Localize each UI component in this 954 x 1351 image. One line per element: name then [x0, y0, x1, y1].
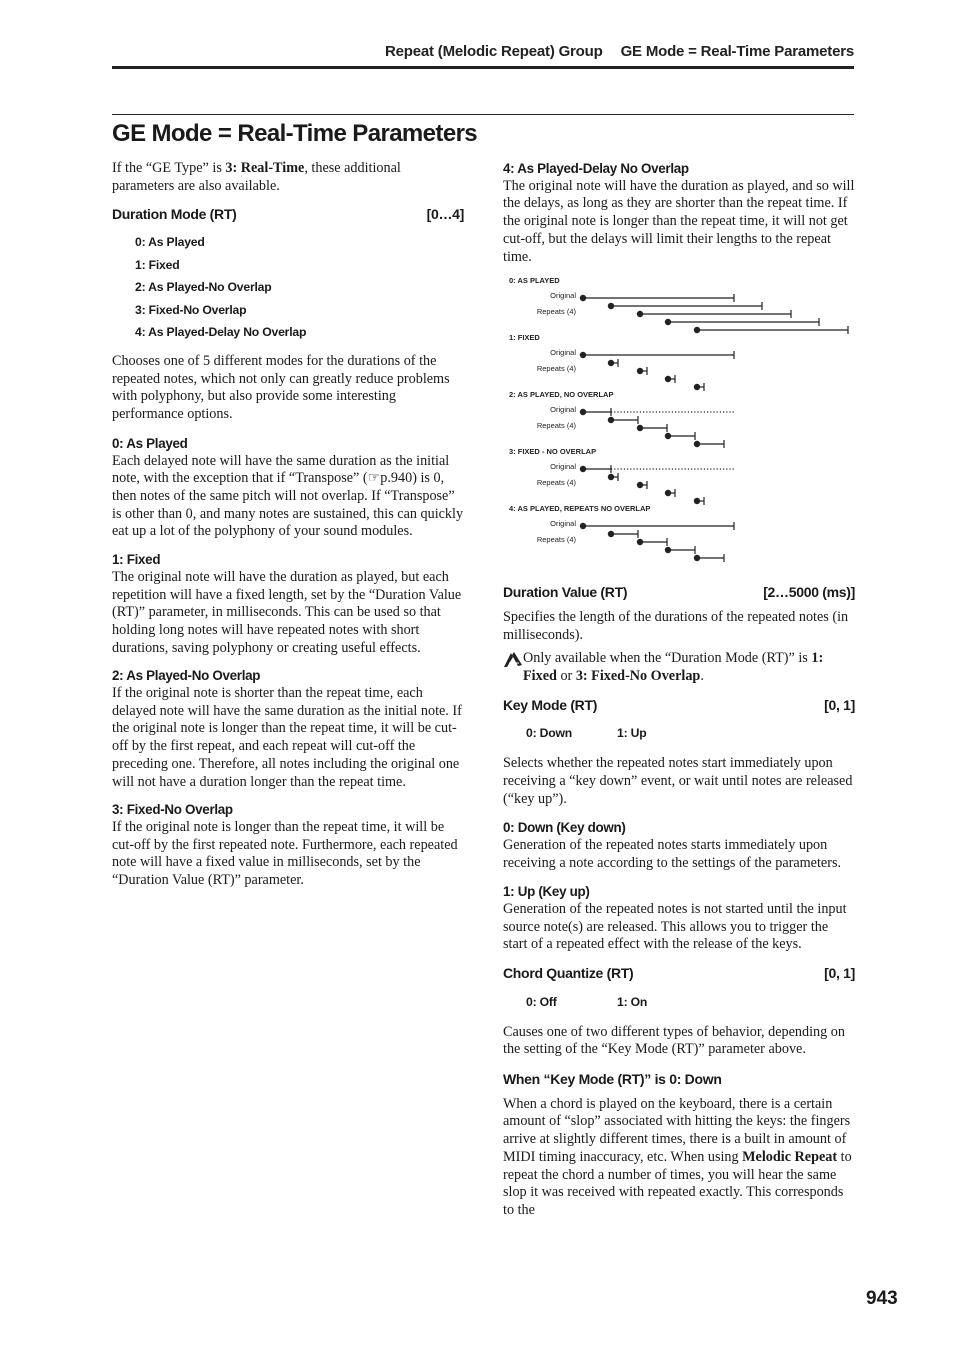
fixed-body: The original note will have the duration as played, but each repetition will have a fixed length, set by the “Duration Value (RT)” parameter, in milliseconds. This can be used so that holding long notes will have repeated notes with short durations, saving polyphony or creating useful effects.	[112, 568, 462, 656]
option-item: 0: Down	[526, 726, 572, 741]
diagram-panel-title: 4: AS PLAYED, REPEATS NO OVERLAP	[509, 504, 651, 514]
option-item: 2: As Played-No Overlap	[135, 280, 272, 295]
diagram-original-label: Original	[550, 519, 576, 529]
duration-value-range: [2…5000 (ms)]	[763, 584, 855, 601]
duration-value-label: Duration Value (RT)	[503, 584, 628, 601]
delay-no-overlap-heading: 4: As Played-Delay No Overlap	[503, 161, 689, 176]
duration-mode-options	[112, 231, 464, 344]
note-start-dot	[665, 547, 671, 553]
option-item: 3: Fixed-No Overlap	[135, 302, 247, 317]
note-start-dot	[694, 384, 700, 390]
diagram-panel-title: 3: FIXED - NO OVERLAP	[509, 447, 597, 457]
chord-quantize-heading	[503, 965, 855, 983]
page-number: 943	[866, 1288, 898, 1309]
key-mode-heading	[503, 697, 855, 715]
duration-mode-diagram	[503, 272, 855, 572]
header-rule	[112, 66, 854, 69]
duration-value-heading	[503, 584, 855, 602]
key-up-body: Generation of the repeated notes is not started until the input source note(s) are released. This allows you to trigger the start of a repeated effect with the release of the keys.	[503, 901, 847, 953]
note-start-dot	[694, 498, 700, 504]
page-title: GE Mode = Real-Time Parameters	[112, 120, 478, 147]
note-start-dot	[665, 376, 671, 382]
ge-type-value: 3: Real-Time	[225, 160, 305, 176]
note-start-dot	[580, 466, 586, 472]
diagram-repeats-label: Repeats (4)	[536, 478, 576, 488]
key-mode-label: Key Mode (RT)	[503, 696, 598, 713]
note-start-dot	[694, 555, 700, 561]
as-played-heading: 0: As Played	[112, 435, 188, 451]
delay-no-overlap-body: The original note will have the duration as played, and so will the delays, as long as they are shorter than the repeat time. If the original note is longer than the repeat time, it will not get cut-off, but the delays will limit their lengths to the repeat time.	[503, 177, 855, 265]
diagram-panel-title: 0: AS PLAYED	[509, 276, 560, 286]
option-item: 4: As Played-Delay No Overlap	[135, 325, 307, 340]
note-start-dot	[637, 311, 643, 317]
duration-mode-description: Chooses one of 5 different modes for the durations of the repeated notes, which not only can greatly reduce problems with polyphony, but also provide some interesting performance options.	[112, 353, 450, 423]
diagram-original-label: Original	[550, 405, 576, 415]
duration-value-note	[503, 650, 855, 685]
note-start-dot	[637, 368, 643, 374]
option-item: 1: On	[617, 994, 648, 1009]
key-down-body: Generation of the repeated notes starts immediately upon receiving a note according to the settings of the parameters.	[503, 836, 842, 871]
note-start-dot	[608, 360, 614, 366]
intro-paragraph: If the “GE Type” is 3: Real-Time, these additional parameters are also available.	[112, 160, 401, 194]
fixed-no-overlap-body: If the original note is longer than the repeat time, it will be cut-off by the first repeated note. Furthermore, each repeated note will have a fixed value in milliseconds, set by the “Duration Value (RT)” parameter.	[112, 818, 458, 889]
note-start-dot	[665, 433, 671, 439]
note-start-dot	[608, 474, 614, 480]
key-mode-description: Selects whether the repeated notes start immediately upon receiving a “key down” event, or wait until notes are released (“key up”).	[503, 755, 853, 807]
as-played-body: Each delayed note will have the same duration as the initial note, with the exception that if “Transpose” (☞p.940) is 0, then notes of the same pitch will not overlap. If “Transpose” is other than 0, and many notes are sustained, this can quickly eat up a lot of the polyphony of your sound modules.	[112, 452, 464, 540]
note-start-dot	[637, 425, 643, 431]
note-start-dot	[608, 303, 614, 309]
right-column	[503, 160, 855, 1220]
note-start-dot	[694, 327, 700, 333]
key-down-heading: 0: Down (Key down)	[503, 820, 626, 836]
caution-pencil-icon	[503, 651, 523, 668]
diagram-panel-title: 1: FIXED	[509, 333, 540, 343]
key-mode-range: [0, 1]	[824, 696, 855, 713]
duration-mode-heading	[112, 206, 464, 224]
duration-mode-label: Duration Mode (RT)	[112, 206, 237, 223]
left-column	[112, 160, 464, 890]
note-start-dot	[580, 295, 586, 301]
diagram-repeats-label: Repeats (4)	[536, 364, 576, 374]
diagram-original-label: Original	[550, 462, 576, 472]
duration-value-description: Specifies the length of the durations of the repeated notes (in milliseconds).	[503, 608, 849, 643]
header-subsection: GE Mode = Real-Time Parameters	[620, 43, 854, 60]
note-start-dot	[665, 490, 671, 496]
header-section: Repeat (Melodic Repeat) Group	[385, 43, 603, 60]
chord-quantize-description: Causes one of two different types of behavior, depending on the setting of the “Key Mode (RT)” parameter above.	[503, 1023, 845, 1058]
diagram-repeats-label: Repeats (4)	[536, 421, 576, 431]
diagram-original-label: Original	[550, 291, 576, 301]
note-start-dot	[580, 409, 586, 415]
as-played-no-overlap-body: If the original note is shorter than the repeat time, each delayed note will have the same duration as the initial note. If the original note is longer than the repeat time, it will be cut-off by the first repeat, and each repeat will cut-off the preceding one. Therefore, all notes including the original one will not have a duration longer than the repeat time.	[112, 685, 462, 790]
note-start-dot	[637, 539, 643, 545]
chord-quantize-label: Chord Quantize (RT)	[503, 965, 634, 982]
note-start-dot	[608, 531, 614, 537]
note-start-dot	[694, 441, 700, 447]
running-head	[385, 43, 854, 60]
as-played-no-overlap-heading: 2: As Played-No Overlap	[112, 668, 261, 684]
key-mode-options	[503, 725, 855, 743]
note-text: Only available when the “Duration Mode (RT)” is 1: Fixed or 3: Fixed-No Overlap.	[523, 650, 824, 685]
key-up-heading: 1: Up (Key up)	[503, 884, 590, 900]
option-item: 1: Up	[617, 726, 647, 741]
key-mode-down-body: When a chord is played on the keyboard, there is a certain amount of “slop” associated with hitting the keys: the fingers arrive at slightly different times, there is a built in amount of MIDI timing inaccuracy, etc. When using Melodic Repeat to repeat the chord a number of times, you will hear the same slop it was received with repeated exactly. This corresponds to the	[503, 1095, 852, 1218]
fixed-heading: 1: Fixed	[112, 552, 161, 568]
key-mode-down-heading: When “Key Mode (RT)” is 0: Down	[503, 1070, 722, 1087]
chord-quantize-options	[503, 994, 855, 1012]
note-start-dot	[665, 319, 671, 325]
diagram-repeats-label: Repeats (4)	[536, 307, 576, 317]
fixed-no-overlap-heading: 3: Fixed-No Overlap	[112, 802, 233, 818]
duration-mode-range: [0…4]	[426, 206, 464, 223]
note-start-dot	[608, 417, 614, 423]
note-start-dot	[580, 523, 586, 529]
note-start-dot	[580, 352, 586, 358]
option-item: 0: Off	[526, 994, 557, 1009]
title-rule	[112, 114, 854, 115]
option-item: 0: As Played	[135, 235, 205, 250]
diagram-repeats-label: Repeats (4)	[536, 535, 576, 545]
diagram-original-label: Original	[550, 348, 576, 358]
option-item: 1: Fixed	[135, 257, 180, 272]
chord-quantize-range: [0, 1]	[824, 965, 855, 982]
diagram-panel-title: 2: AS PLAYED, NO OVERLAP	[509, 390, 614, 400]
note-start-dot	[637, 482, 643, 488]
